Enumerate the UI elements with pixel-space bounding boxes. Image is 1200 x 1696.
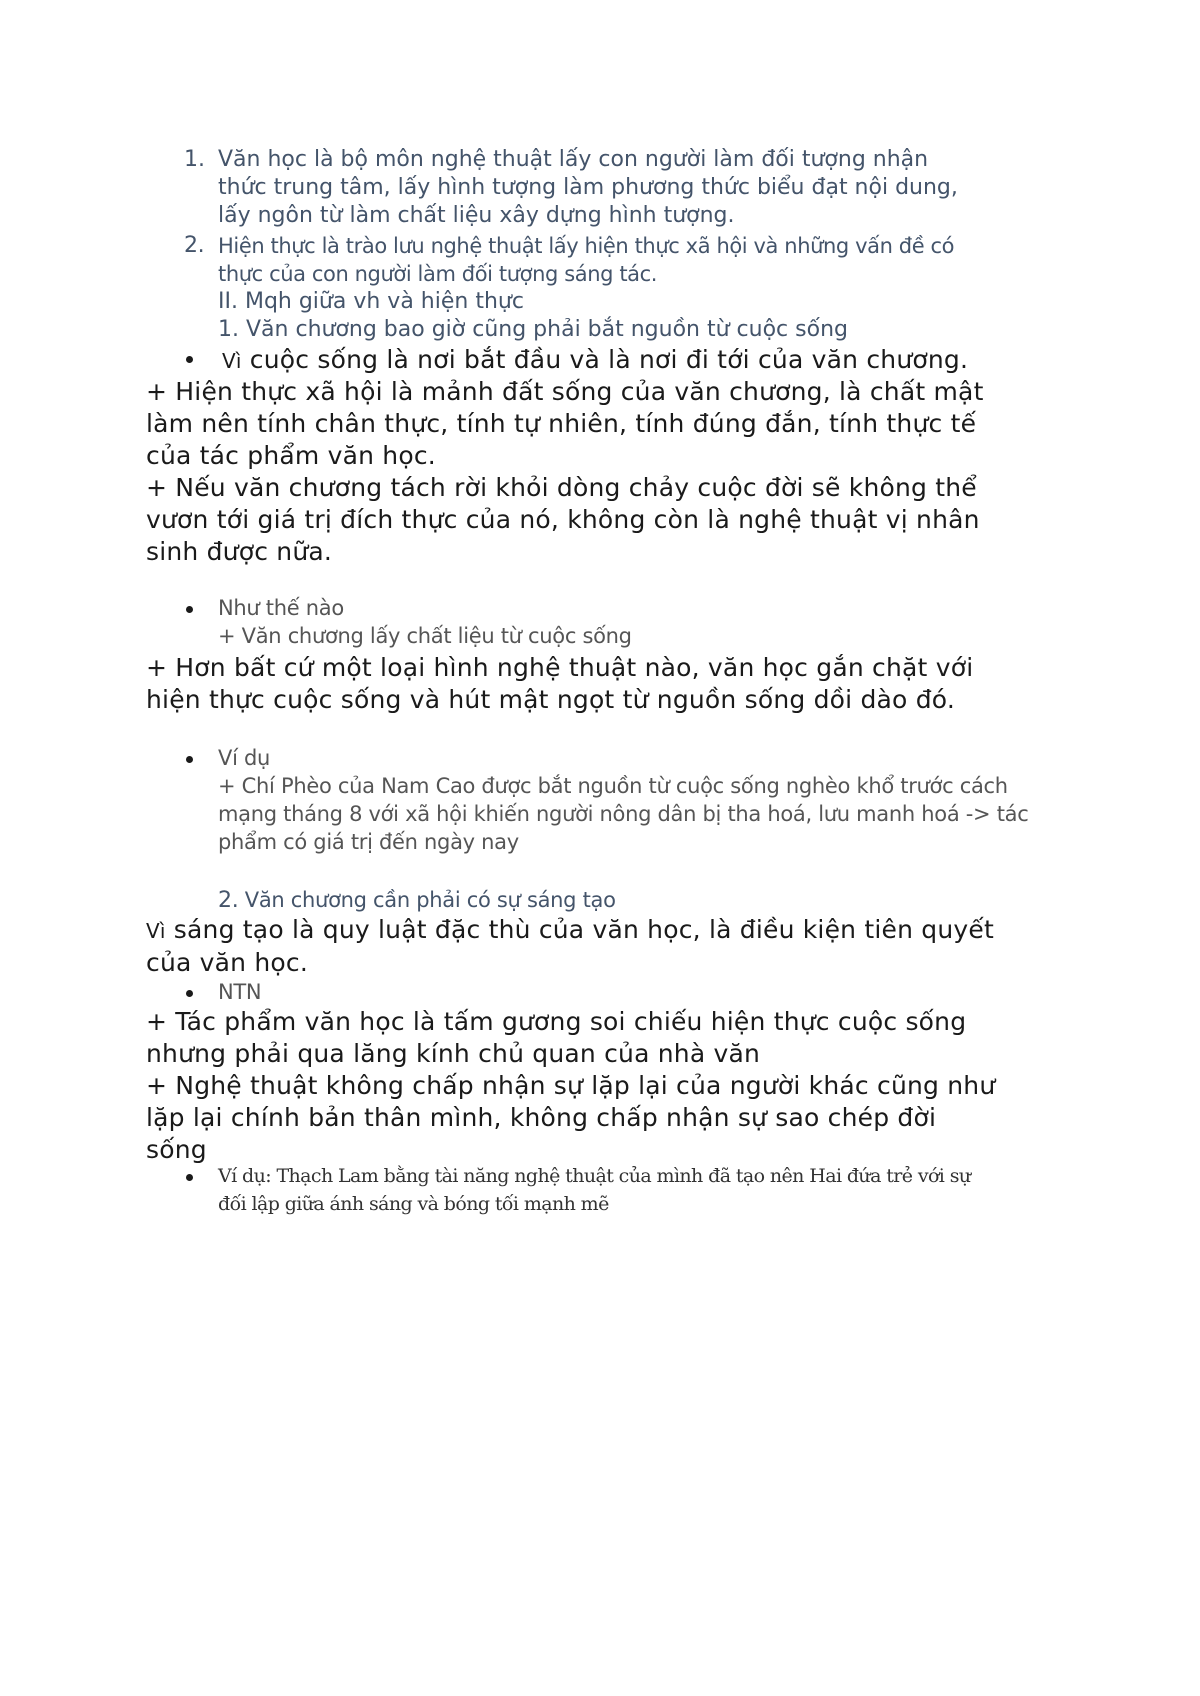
sub-item-1 bbox=[218, 316, 848, 344]
text-line: + Nghệ thuật không chấp nhận sự lặp lại của người khác cũng như bbox=[146, 1071, 996, 1100]
list-number: 2. bbox=[218, 888, 239, 913]
paragraph-3 bbox=[146, 914, 994, 979]
sub-item-text: Văn chương cần phải có sự sáng tạo bbox=[244, 888, 616, 912]
text-line: đối lập giữa ánh sáng và bóng tối mạnh mẽ bbox=[218, 1193, 609, 1215]
text-line: sinh được nữa. bbox=[146, 537, 333, 566]
sub-item-2 bbox=[218, 886, 616, 915]
text-line: hiện thực cuộc sống và hút mật ngọt từ nguồn sống dồi dào đó. bbox=[146, 685, 955, 714]
text-line: lấy ngôn từ làm chất liệu xây dựng hình tượng. bbox=[218, 203, 735, 228]
paragraph-2 bbox=[146, 652, 973, 716]
section-heading: II. Mqh giữa vh và hiện thực bbox=[218, 289, 524, 314]
ordered-item-1 bbox=[184, 146, 958, 230]
text-line: lặp lại chính bản thân mình, không chấp nhận sự sao chép đời bbox=[146, 1103, 937, 1132]
sub-item-text: Văn chương bao giờ cũng phải bắt nguồn từ cuộc sống bbox=[246, 317, 848, 342]
bullet-prefix: Vì bbox=[222, 349, 242, 373]
list-number: 1. bbox=[218, 317, 239, 342]
text-line: + Văn chương lấy chất liệu từ cuộc sống bbox=[218, 624, 632, 648]
text-line: Như thế nào bbox=[218, 596, 344, 620]
text-line: phẩm có giá trị đến ngày nay bbox=[218, 830, 519, 854]
text-line: + Hơn bất cứ một loại hình nghệ thuật nào, văn học gắn chặt với bbox=[146, 653, 974, 682]
text-line: của tác phẩm văn học. bbox=[146, 441, 436, 470]
bullet-dot bbox=[186, 356, 193, 363]
text-line: + Tác phẩm văn học là tấm gương soi chiếu hiện thực cuộc sống bbox=[146, 1007, 967, 1036]
list-number: 1. bbox=[184, 147, 205, 172]
bullet-item-5 bbox=[218, 1162, 971, 1218]
text-line: + Nếu văn chương tách rời khỏi dòng chảy cuộc đời sẽ không thể bbox=[146, 473, 977, 502]
bullet-text: cuộc sống là nơi bắt đầu và là nơi đi tới của văn chương. bbox=[249, 345, 969, 374]
paragraph-text: sáng tạo là quy luật đặc thù của văn học, là điều kiện tiên quyết bbox=[173, 915, 994, 944]
text-line: làm nên tính chân thực, tính tự nhiên, tính đúng đắn, tính thực tế bbox=[146, 409, 977, 438]
paragraph-1 bbox=[146, 376, 984, 568]
text-line: Văn học là bộ môn nghệ thuật lấy con người làm đối tượng nhận bbox=[218, 147, 929, 172]
ordered-item-2 bbox=[184, 232, 955, 288]
bullet-item-4: NTN bbox=[218, 980, 262, 1004]
text-line: của văn học. bbox=[146, 948, 308, 977]
bullet-item-1 bbox=[222, 344, 968, 377]
bullet-dot bbox=[186, 756, 193, 763]
bullet-dot bbox=[186, 606, 193, 613]
text-line: + Hiện thực xã hội là mảnh đất sống của văn chương, là chất mật bbox=[146, 377, 984, 406]
text-line: Hiện thực là trào lưu nghệ thuật lấy hiện thực xã hội và những vấn đề có bbox=[218, 234, 955, 258]
list-number: 2. bbox=[184, 233, 205, 258]
bullet-dot bbox=[186, 990, 193, 997]
text-line: mạng tháng 8 với xã hội khiến người nông dân bị tha hoá, lưu manh hoá -> tác bbox=[218, 802, 1029, 826]
bullet-item-2 bbox=[218, 594, 632, 650]
text-line: Ví dụ: Thạch Lam bằng tài năng nghệ thuật của mình đã tạo nên Hai đứa trẻ với sự bbox=[218, 1165, 971, 1187]
text-line: Ví dụ bbox=[218, 746, 271, 770]
text-line: sống bbox=[146, 1135, 207, 1164]
text-line: + Chí Phèo của Nam Cao được bắt nguồn từ cuộc sống nghèo khổ trước cách bbox=[218, 774, 1008, 798]
text-line bbox=[146, 914, 994, 947]
bullet-item-3 bbox=[218, 744, 1028, 856]
text-line: thực của con người làm đối tượng sáng tác. bbox=[218, 262, 658, 286]
text-line: vươn tới giá trị đích thực của nó, không còn là nghệ thuật vị nhân bbox=[146, 505, 980, 534]
text-line: thức trung tâm, lấy hình tượng làm phương thức biểu đạt nội dung, bbox=[218, 175, 958, 200]
paragraph-4 bbox=[146, 1006, 995, 1166]
paragraph-prefix: Vì bbox=[146, 919, 166, 943]
text-line: nhưng phải qua lăng kính chủ quan của nhà văn bbox=[146, 1039, 761, 1068]
bullet-dot bbox=[186, 1174, 193, 1181]
